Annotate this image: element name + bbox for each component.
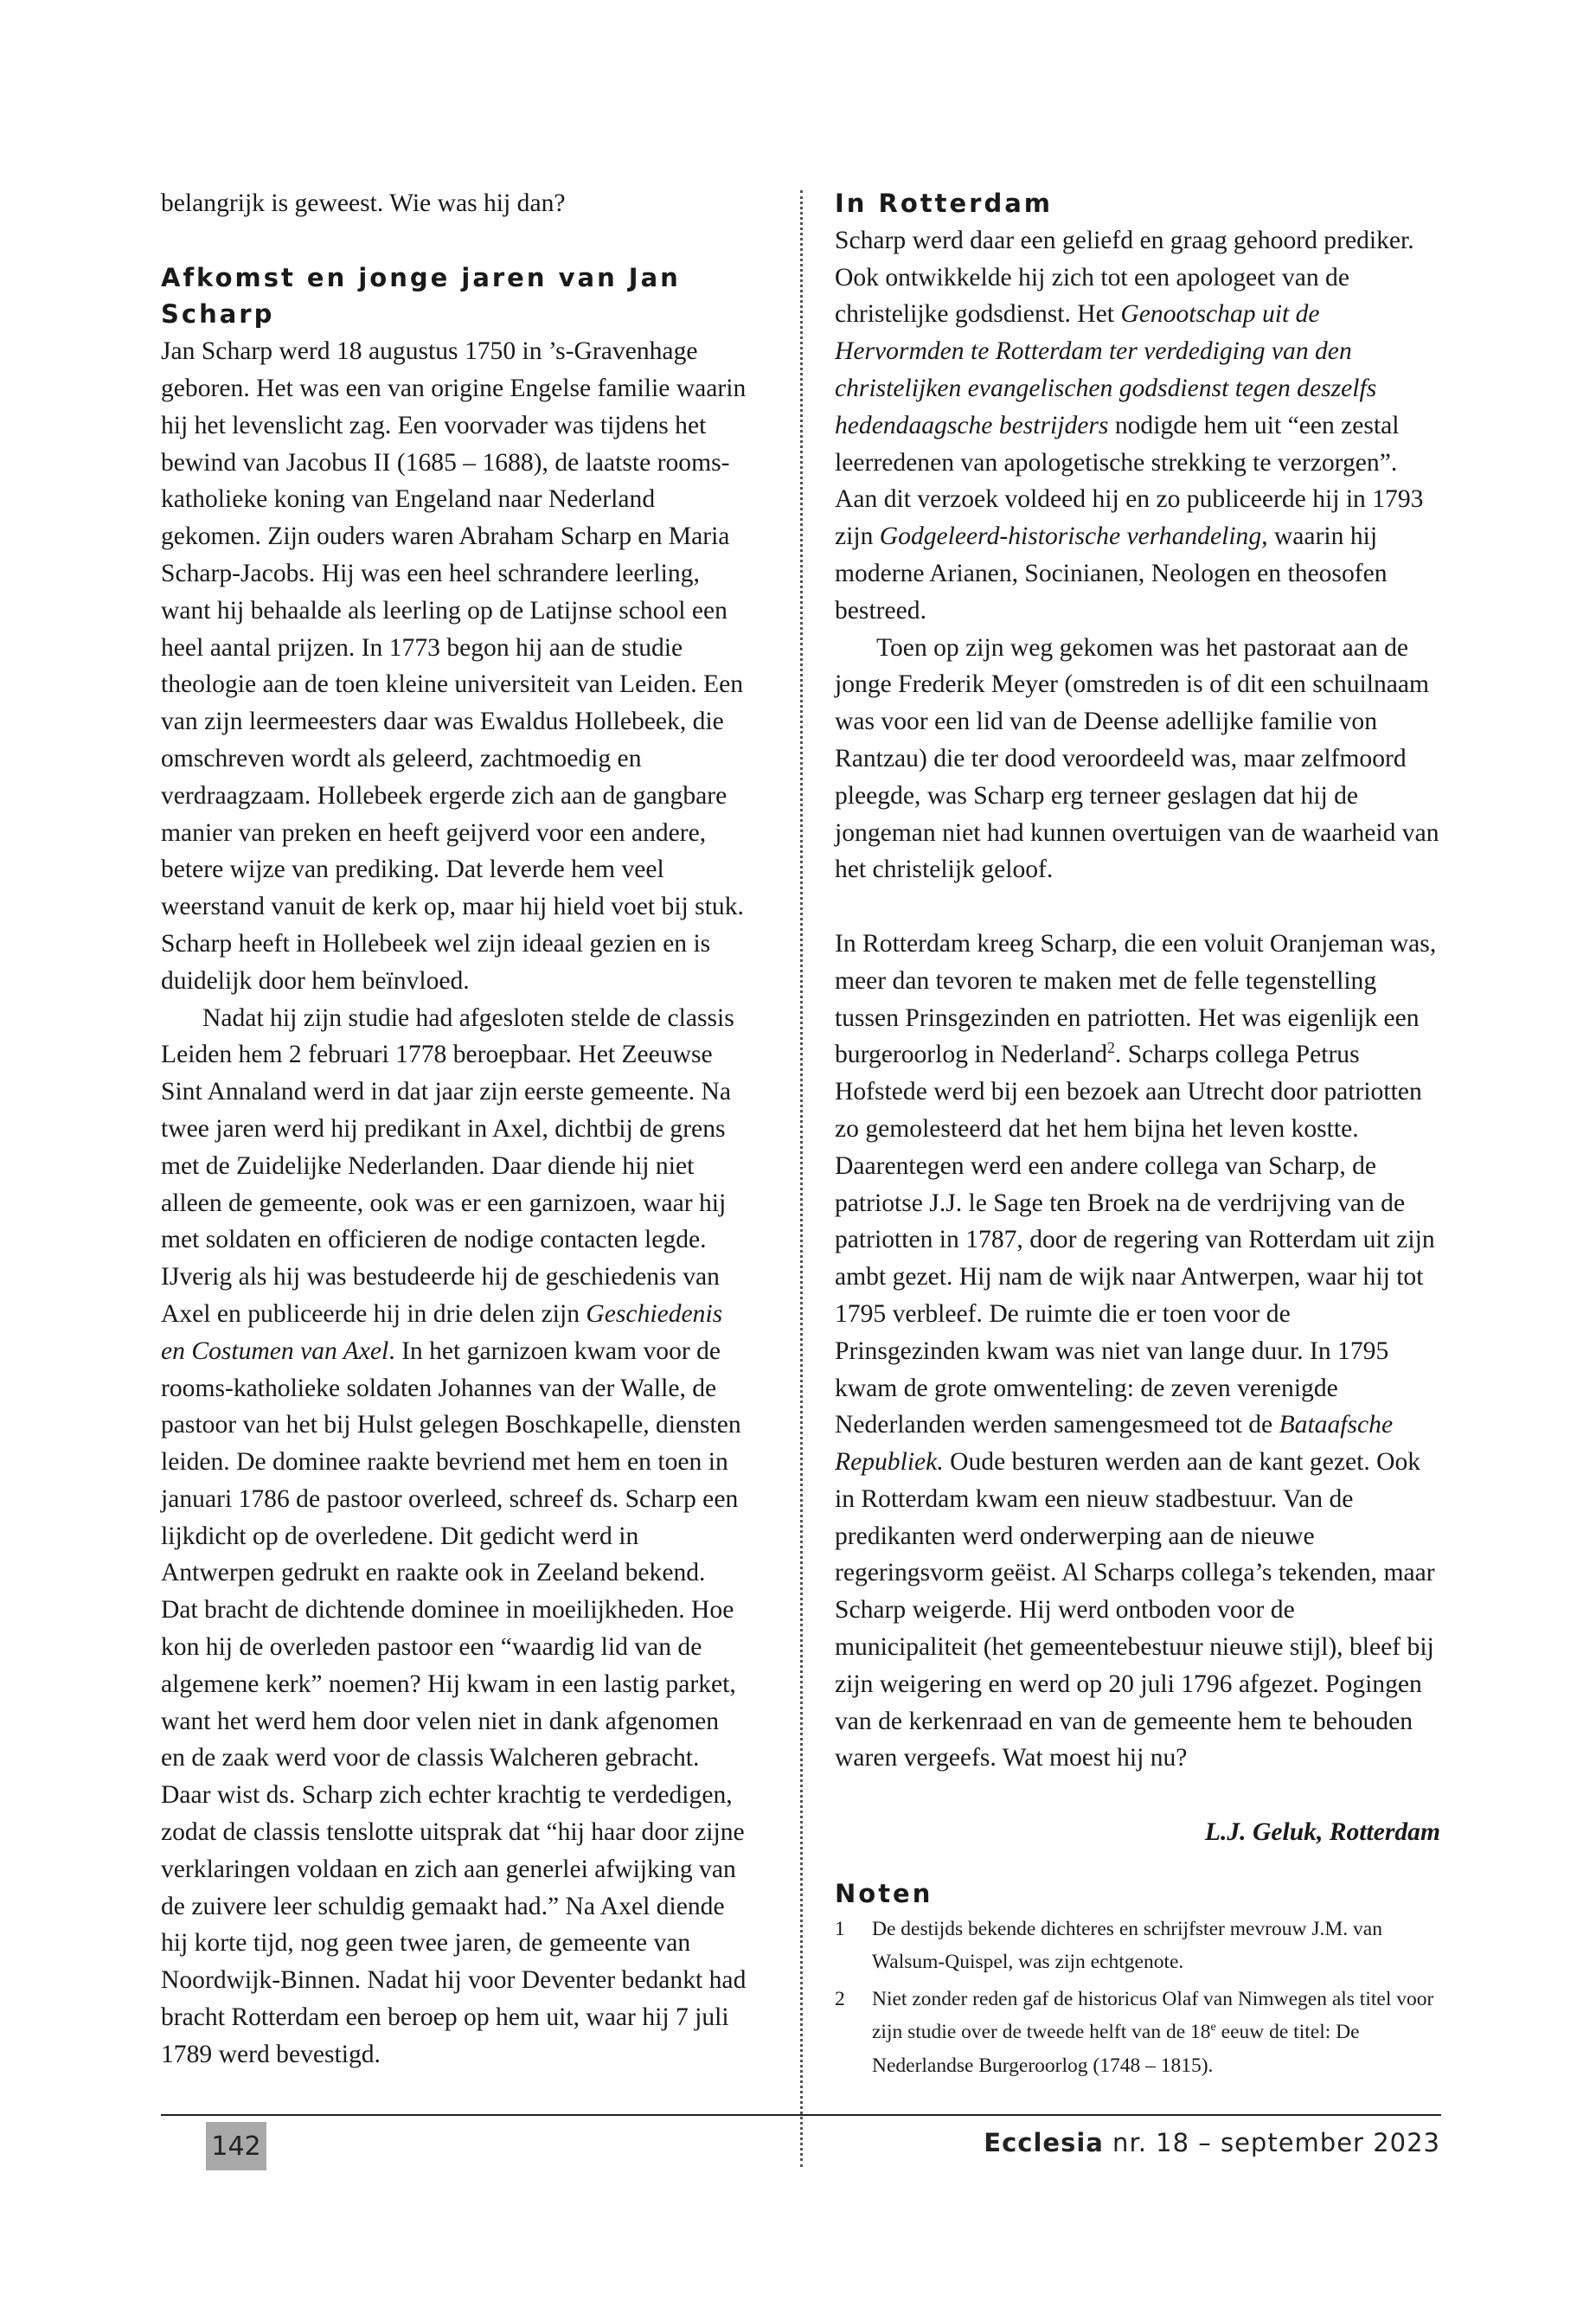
issue-info: nr. 18 – september 2023 — [1103, 2128, 1440, 2157]
book-title: Geschiedenis en Costumen van Axel — [161, 1299, 723, 1365]
note-number: 1 — [835, 1917, 845, 1940]
note-superscript: e — [1210, 2020, 1216, 2035]
note-number: 2 — [835, 1987, 845, 2010]
publication-info — [984, 2128, 1440, 2157]
note-text — [872, 1983, 1440, 2083]
note-item — [835, 1913, 1440, 1979]
paragraph-career-text-a: Nadat hij zijn studie had afgesloten stelde de classis Leiden hem 2 februari 1778 beroepbaar. Het Zeeuwse Sint Annaland werd in dat jaar zijn eerste gemeente. Na twee jaren werd hij predikant in Axel, dichtbij de grens met de Zuidelijke Nederlanden. Daar diende hij niet alleen de gemeente, ook was er een garnizoen, waar hij met soldaten en officieren de nodige contacten legde. IJverig als hij was bestudeerde hij de geschiedenis van Axel en publiceerde hij in drie delen zijn — [161, 1003, 734, 1328]
intro-paragraph: belangrijk is geweest. Wie was hij dan? — [161, 189, 566, 217]
right-column — [835, 185, 1440, 2082]
section-heading-origins: Afkomst en jonge jaren van Jan Scharp — [161, 262, 681, 330]
paragraph-apologist-text-b: nodigde hem uit “een zestal leerredenen van apologetische strekking te verzorgen”. Aan dit verzoek voldeed hij en zo publiceerde hij in 1793 zijn — [835, 411, 1424, 551]
note-item — [835, 1983, 1440, 2083]
paragraph-apologist — [835, 222, 1440, 630]
work-title: Godgeleerd-historische verhandeling, — [879, 522, 1268, 551]
footnote-ref-2[interactable]: 2 — [1107, 1039, 1115, 1057]
author-signature: L.J. Geluk, Rotterdam — [1204, 1818, 1440, 1847]
republic-name: Bataafsche Republiek. — [835, 1411, 1394, 1477]
paragraph-career — [161, 1000, 747, 2073]
paragraph-politics-text-c: Oude besturen werden aan de kant gezet. Ook in Rotterdam kwam een nieuw stadbestuur. Van de predikanten werd onderwerping aan de nieuwe regeringsvorm geëist. Al Scharps collega’s tekenden, maar Scharp weigerde. Hij werd ontboden voor de municipaliteit (het gemeentebestuur nieuwe stijl), bleef bij zijn weigering en werd op 20 juli 1796 afgezet. Pogingen van de kerkenraad en van de gemeente hem te behouden waren vergeefs. Wat moest hij nu? — [835, 1448, 1435, 1772]
paragraph-politics-text-b: . Scharps collega Petrus Hofstede werd bij een bezoek aan Utrecht door patriotten zo gemolesteerd dat het hem bijna het leven kostte. Daarentegen werd een andere collega van Scharp, de patriotse J.J. le Sage ten Broek na de verdrijving van de patriotten in 1787, door de regering van Rotterdam uit zijn ambt gezet. Hij nam de wijk naar Antwerpen, waar hij tot 1795 verbleef. De ruimte die er toen voor de Prinsgezinden kwam was niet van lange duur. In 1795 kwam de grote omwenteling: de zeven verenigde Nederlanden werden samengesmeed tot de — [835, 1041, 1435, 1439]
notes-list — [835, 1913, 1440, 2083]
magazine-name: Ecclesia — [984, 2128, 1104, 2157]
note-text-b: eeuw de titel: De Nederlandse Burgeroorlog (1748 – 1815). — [872, 2021, 1360, 2077]
note-text-a: Niet zonder reden gaf de historicus Olaf van Nimwegen als titel voor zijn studie over de tweede helft van de 18 — [872, 1987, 1434, 2044]
left-column — [161, 185, 747, 2073]
column-divider — [800, 190, 803, 2167]
paragraph-apologist-text-a: Scharp werd daar een geliefd en graag gehoord prediker. Ook ontwikkelde hij zich tot een apologeet van de christelijke godsdienst. Het — [835, 226, 1414, 329]
paragraph-apologist-text-c: waarin hij moderne Arianen, Socinianen, Neologen en theosofen bestreed. — [835, 522, 1388, 625]
paragraph-meyer: Toen op zijn weg gekomen was het pastoraat aan de jonge Frederik Meyer (omstreden is of dit een schuilnaam was voor een lid van de Deense adellijke familie von Rantzau) die ter dood veroordeeld was, maar zelfmoord pleegde, was Scharp erg terneer geslagen dat hij de jongeman niet had kunnen overtuigen van de waarheid van het christelijk geloof. — [835, 633, 1439, 884]
section-heading-rotterdam: In Rotterdam — [835, 189, 1054, 218]
paragraph-career-text-b: . In het garnizoen kwam voor de rooms-katholieke soldaten Johannes van der Walle, de pastoor van het bij Hulst gelegen Boschkapelle, diensten leiden. De dominee raakte bevriend met hem en toen in januari 1786 de pastoor overleed, schreef ds. Scharp een lijkdicht op de overledene. Dit gedicht werd in Antwerpen gedrukt en raakte ook in Zeeland bekend. Dat bracht de dichtende dominee in moeilijkheden. Hoe kon hij de overleden pastoor een “waardig lid van de algemene kerk” noemen? Hij kwam in een lastig parket, want het werd hem door velen niet in dank afgenomen en de zaak werd voor de classis Walcheren gebracht. Daar wist ds. Scharp zich echter krachtig te verdedigen, zodat de classis tenslotte uitsprak dat “hij haar door zijne verklaringen voldaan en zich aan generlei afwijking van de zuivere leer schuldig gemaakt had.” Na Axel diende hij korte tijd, nog geen twee jaren, de gemeente van Noordwijk-Binnen. Nadat hij voor Deventer bedankt had bracht Rotterdam een beroep op hem uit, waar hij 7 juli 1789 werd bevestigd. — [161, 1336, 747, 2068]
notes-heading: Noten — [835, 1878, 933, 1908]
society-name: Genootschap uit de Hervormden te Rotterdam ter verdediging van den christelijken evangelischen godsdienst tegen deszelfs hedendaagsche bestrijders — [835, 300, 1377, 439]
note-text: De destijds bekende dichteres en schrijfster mevrouw J.M. van Walsum-Quispel, was zijn echtgenote. — [872, 1917, 1382, 1974]
page-number: 142 — [206, 2122, 266, 2170]
paragraph-politics-text-a: In Rotterdam kreeg Scharp, die een voluit Oranjeman was, meer dan tevoren te maken met de felle tegenstelling tussen Prinsgezinden en patriotten. Het was eigenlijk een burgeroorlog in Nederland — [835, 929, 1437, 1069]
footer-rule — [161, 2114, 1441, 2116]
paragraph-origins: Jan Scharp werd 18 augustus 1750 in ’s-Gravenhage geboren. Het was een van origine Engelse familie waarin hij het levenslicht zag. Een voorvader was tijdens het bewind van Jacobus II (1685 – 1688), de laatste rooms-katholieke koning van Engeland naar Nederland gekomen. Zijn ouders waren Abraham Scharp en Maria Scharp-Jacobs. Hij was een heel schrandere leerling, want hij behaalde als leerling op de Latijnse school een heel aantal prijzen. In 1773 begon hij aan de studie theologie aan de toen kleine universiteit van Leiden. Een van zijn leermeesters daar was Ewaldus Hollebeek, die omschreven wordt als geleerd, zachtmoedig en verdraagzaam. Hollebeek ergerde zich aan de gangbare manier van preken en heeft geijverd voor een andere, betere wijze van prediking. Dat leverde hem veel weerstand vanuit de kerk op, maar hij hield voet bij stuk. Scharp heeft in Hollebeek wel zijn ideaal gezien en is duidelijk door hem beïnvloed. — [161, 337, 747, 995]
paragraph-politics — [835, 926, 1440, 1777]
